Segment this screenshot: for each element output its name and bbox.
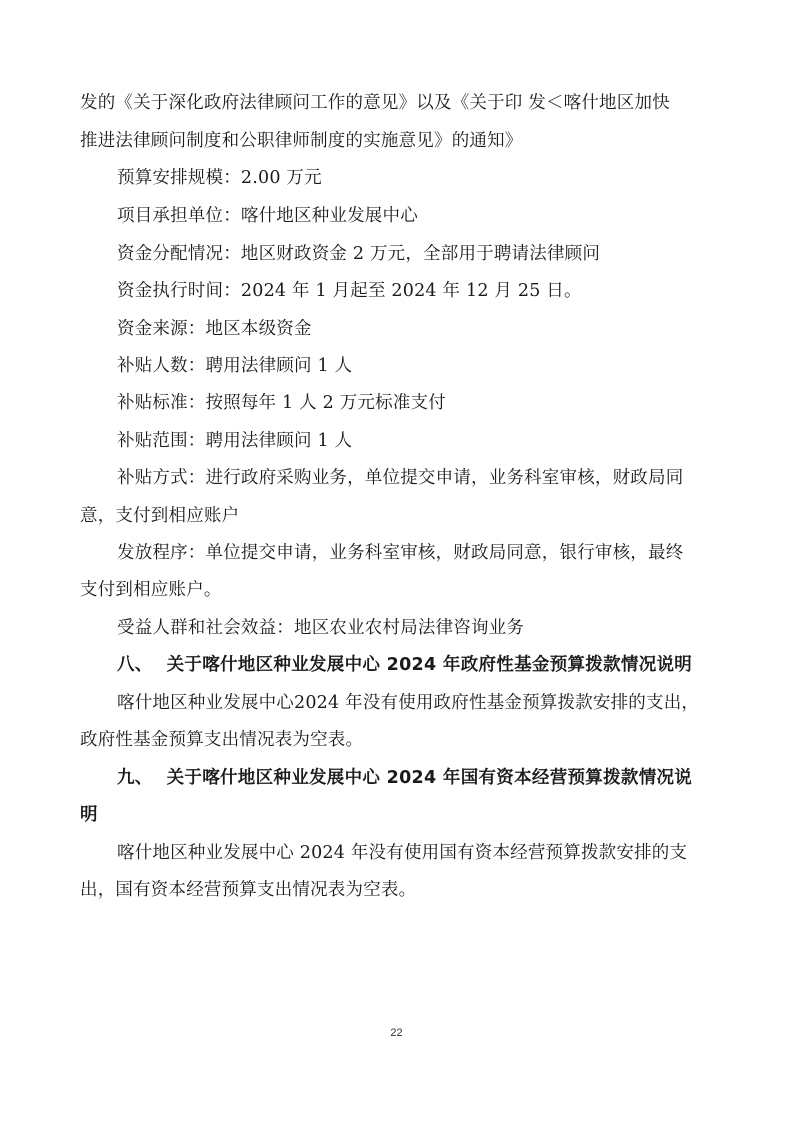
fund-execution-time-line: 资金执行时间：2024 年 1 月起至 2024 年 12 月 25 日。	[117, 281, 582, 301]
section-8-body: 喀什地区种业发展中心2024 年没有使用政府性基金预算拨款安排的支出，	[117, 693, 700, 713]
subsidy-scope-line: 补贴范围：聘用法律顾问 1 人	[117, 431, 353, 451]
subsidy-standard-line: 补贴标准：按照每年 1 人 2 万元标准支付	[117, 393, 446, 413]
budget-scale-line: 预算安排规模：2.00 万元	[117, 168, 322, 188]
section-9-body: 喀什地区种业发展中心 2024 年没有使用国有资本经营预算拨款安排的支	[117, 843, 688, 863]
section-8-number: 八、	[117, 655, 153, 675]
beneficiaries-line: 受益人群和社会效益：地区农业农村局法律咨询业务	[117, 618, 525, 638]
distribution-procedure-line-cont: 支付到相应账户。	[80, 580, 222, 600]
section-9-title: 关于喀什地区种业发展中心 2024 年国有资本经营预算拨款情况说	[166, 768, 693, 788]
fund-source-line: 资金来源：地区本级资金	[117, 319, 312, 339]
section-8-title: 关于喀什地区种业发展中心 2024 年政府性基金预算拨款情况说明	[166, 655, 693, 675]
paragraph-line: 发的《关于深化政府法律顾问工作的意见》以及《关于印 发＜喀什地区加快	[80, 93, 670, 113]
section-9-heading-cont: 明	[80, 805, 98, 825]
fund-allocation-line: 资金分配情况：地区财政资金 2 万元，全部用于聘请法律顾问	[117, 244, 601, 264]
project-unit-line: 项目承担单位：喀什地区种业发展中心	[117, 206, 418, 226]
section-9-heading	[117, 767, 692, 789]
section-9-number: 九、	[117, 768, 153, 788]
subsidy-method-line-cont: 意，支付到相应账户	[80, 506, 240, 526]
subsidy-method-line: 补贴方式：进行政府采购业务，单位提交申请，业务科室审核，财政局同	[117, 468, 684, 488]
page-number: 22	[390, 1027, 403, 1039]
section-8-body-cont: 政府性基金预算支出情况表为空表。	[80, 730, 364, 750]
section-9-body-cont: 出，国有资本经营预算支出情况表为空表。	[80, 880, 417, 900]
paragraph-line: 推进法律顾问制度和公职律师制度的实施意见》的通知》	[80, 131, 523, 151]
subsidy-count-line: 补贴人数：聘用法律顾问 1 人	[117, 356, 353, 376]
distribution-procedure-line: 发放程序：单位提交申请，业务科室审核，财政局同意，银行审核，最终	[117, 543, 684, 563]
section-8-heading	[117, 654, 692, 676]
